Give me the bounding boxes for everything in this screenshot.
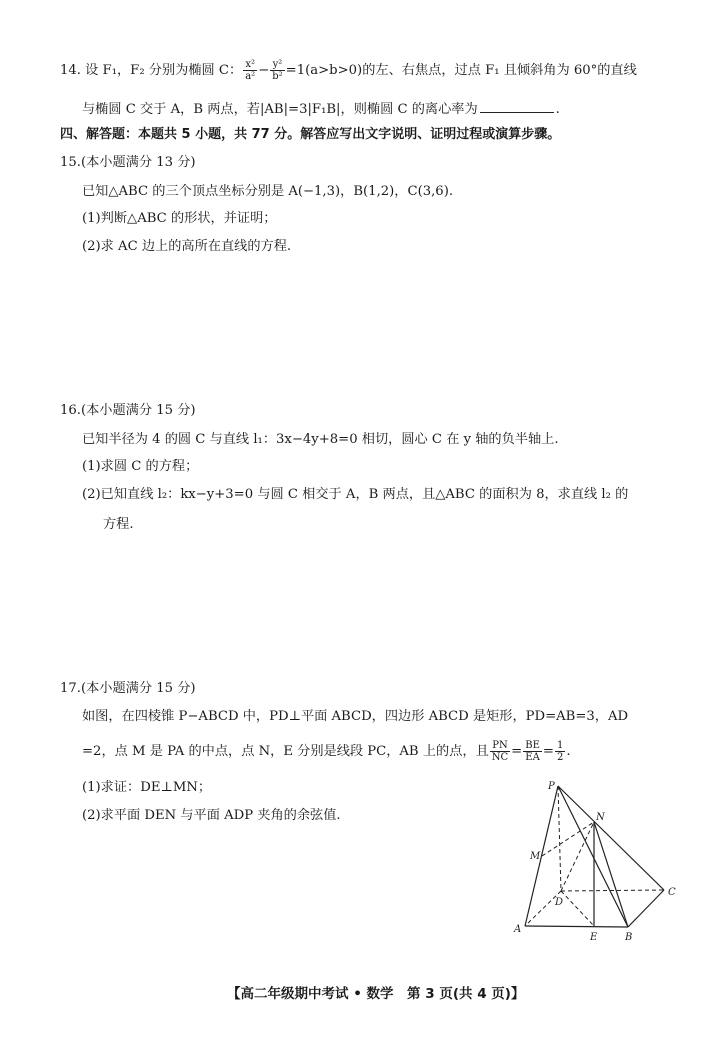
q17-frac-pn-nc: $\frac{PN}{NC}$ — [491, 740, 509, 763]
q17-part-1: (1)求证：DE⊥MN； — [82, 780, 212, 795]
q16-stem: 已知半径为 4 的圆 C 与直线 l₁：3x−4y+8=0 相切，圆心 C 在 y 轴的负半轴上. — [82, 432, 559, 447]
q14-minus: − — [258, 63, 270, 78]
q14-frac-y: $\frac{\text{y²}}{\text{b²}}$ — [272, 59, 283, 82]
q15-part-2: (2)求 AC 边上的高所在直线的方程. — [82, 239, 292, 254]
label-M: M — [530, 851, 541, 862]
edge-DN — [561, 822, 594, 891]
q14-text-b: =1(a>b>0)的左、右焦点，过点 F₁ 且倾斜角为 60°的直线 — [285, 63, 637, 78]
q15-part-1: (1)判断△ABC 的形状，并证明； — [82, 211, 277, 226]
q14-text-c: 与椭圆 C 交于 A，B 两点，若|AB|=3|F₁B|，则椭圆 C 的离心率为 — [82, 102, 478, 117]
q15-stem: 已知△ABC 的三个顶点坐标分别是 A(−1,3)，B(1,2)，C(3,6). — [82, 184, 454, 199]
q16-part-2a: (2)已知直线 l₂：kx−y+3=0 与圆 C 相交于 A，B 两点，且△ABC 的面积为 8，求直线 l₂ 的 — [82, 487, 629, 502]
edge-PD — [558, 786, 561, 891]
label-N: N — [596, 812, 605, 823]
edge-PC — [558, 786, 664, 890]
q17-stem-1: 如图，在四棱锥 P−ABCD 中，PD⊥平面 ABCD，四边形 ABCD 是矩形，PD=AB=3，AD — [82, 709, 629, 724]
edge-DC — [561, 890, 664, 891]
edge-DA — [525, 891, 564, 926]
q16-part-1: (1)求圆 C 的方程； — [82, 459, 199, 474]
q14-text-a: 14. 设 F₁，F₂ 分别为椭圆 C： — [60, 63, 243, 78]
q17-part-2: (2)求平面 DEN 与平面 ADP 夹角的余弦值. — [82, 808, 341, 823]
label-P: P — [548, 781, 555, 792]
label-D: D — [555, 897, 564, 908]
label-E: E — [590, 932, 598, 943]
edge-PB — [558, 786, 628, 927]
q16-header: 16.(本小题满分 15 分) — [60, 403, 196, 418]
edge-AB — [525, 926, 628, 927]
q17-stem-2: =2，点 M 是 PA 的中点，点 N，E 分别是线段 PC，AB 上的点，且 $\frac{PN}{NC}$ = $\frac{BE}{EA}$ = $\frac{1}{2}$ . — [82, 740, 571, 763]
q15-header: 15.(本小题满分 13 分) — [60, 155, 196, 170]
answer-blank[interactable] — [480, 98, 554, 113]
edge-PA — [525, 786, 558, 926]
edge-BC — [628, 890, 664, 927]
edge-DE — [561, 891, 594, 926]
q14-line-1 — [60, 59, 637, 82]
q17-frac-be-ea: $\frac{BE}{EA}$ — [525, 740, 540, 763]
label-C: C — [668, 887, 676, 898]
q16-part-2b: 方程. — [103, 517, 134, 532]
q17-frac-half: $\frac{1}{2}$ — [556, 740, 564, 763]
label-A: A — [514, 924, 522, 935]
edge-NB — [594, 822, 628, 927]
section-title: 四、解答题：本题共 5 小题，共 77 分。解答应写出文字说明、证明过程或演算步骤。 — [60, 127, 561, 142]
q14-line-2: 与椭圆 C 交于 A，B 两点，若|AB|=3|F₁B|，则椭圆 C 的离心率为 . — [82, 98, 560, 120]
label-B: B — [625, 932, 633, 943]
q14-frac-x: $\frac{\text{x²}}{\text{a²}}$ — [245, 59, 256, 82]
q17-header: 17.(本小题满分 15 分) — [60, 681, 196, 696]
page-footer: 【高二年级期中考试 • 数学 第 3 页(共 4 页)】 — [227, 986, 525, 1002]
edge-MN — [542, 822, 594, 856]
